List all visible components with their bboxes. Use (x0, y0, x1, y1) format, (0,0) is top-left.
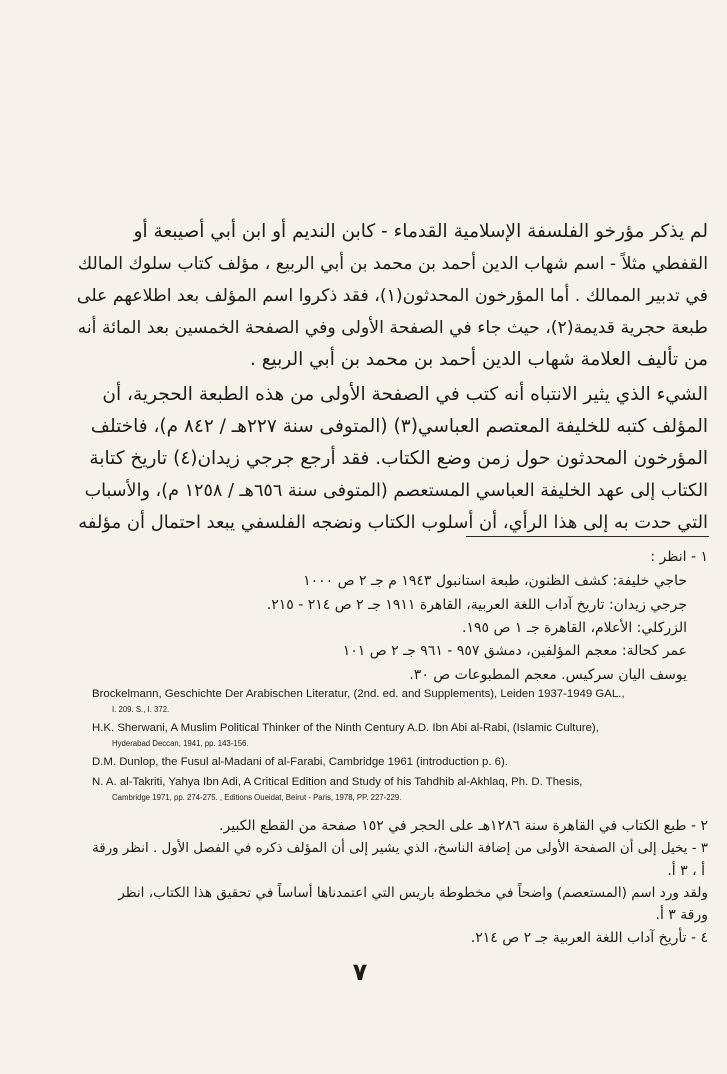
text-line: القفطي مثلاً - اسم شهاب الدين أحمد بن محمد بن أبي الربيع ، مؤلف كتاب سلوك المالك (77, 254, 708, 274)
footnote-3-cont: أ ، ٣ أ. (667, 863, 705, 879)
reference-line: D.M. Dunlop, the Fusul al-Madani of al-Farabi, Cambridge 1961 (introduction p. 6). (92, 756, 508, 768)
reference-entry (92, 721, 712, 751)
footnote-1-ref: حاجي خليفة: كشف الظنون، طبعة استانبول ١٩٤٣ م جـ ٢ ص ١٠٠٠ (303, 573, 687, 589)
text-line: في تدبير الممالك . أما المؤرخون المحدثون(١)، فقد ذكروا اسم المؤلف بعد اطلاعهم على (76, 286, 708, 306)
page-number: ٧ (352, 958, 368, 986)
footnote-4: ٤ - تأريخ آداب اللغة العربية جـ ٢ ص ٢١٤. (470, 930, 708, 946)
footnote-2: ٢ - طبع الكتاب في القاهرة سنة ١٢٨٦هـ على الحجر في ١٥٢ صفحة من القطع الكبير. (219, 818, 708, 834)
reference-entry (92, 775, 712, 805)
reference-continuation: Hyderabad Deccan, 1941, pp. 143-156. (112, 739, 249, 748)
text-line: التي حدت به إلى هذا الرأي، أن أسلوب الكتاب ونضجه الفلسفي يبعد احتمال أن مؤلفه (78, 512, 708, 533)
footnote-1-ref: يوسف اليان سركيس. معجم المطبوعات ص ٣٠. (409, 667, 687, 683)
reference-entry (92, 755, 712, 770)
text-line: المؤرخون المحدثون حول زمن وضع الكتاب. فقد أرجع جرجي زيدان(٤) تاريخ كتابة (89, 448, 708, 469)
reference-entry (92, 687, 712, 717)
footnote-3: ٣ - يخيل إلى أن الصفحة الأولى من إضافة الناسخ، الذي يشير إلى أن المؤلف ذكره في الفصل الأول . انظر ورقة (92, 841, 708, 856)
reference-line: Brockelmann, Geschichte Der Arabischen Literatur, (2nd. ed. and Supplements), Leiden 1937-1949 GAL., (92, 688, 625, 700)
footnote-1-marker: ١ - انظر : (650, 549, 708, 565)
text-line: من تأليف العلامة شهاب الدين أحمد بن محمد بن أبي الربيع . (249, 349, 708, 370)
reference-line: H.K. Sherwani, A Muslim Political Thinker of the Ninth Century A.D. Ibn Abi al-Rabi, (Islamic Culture), (92, 722, 599, 734)
footnote-1-ref: عمر كحالة: معجم المؤلفين، دمشق ٩٥٧ - ٩٦١ جـ ٢ ص ١٠١ (342, 643, 687, 659)
footnote-1-ref: جرجي زيدان: تاريخ آداب اللغة العربية، القاهرة ١٩١١ جـ ٢ ص ٢١٤ - ٢١٥. (266, 597, 687, 613)
body-paragraph-1 (78, 216, 708, 376)
text-line: الشيء الذي يثير الانتباه أنه كتب في الصفحة الأولى من هذه الطبعة الحجرية، أن (102, 384, 708, 405)
body-paragraph-2 (78, 379, 708, 539)
footnote-3-note-cont: ورقة ٣ أ. (655, 907, 708, 923)
footnote-separator (466, 536, 709, 537)
reference-continuation: Cambridge 1971, pp. 274-275. , Editions Oueidat, Beirut - Paris, 1978, PP. 227-229. (112, 793, 402, 802)
footnote-3-note: ولقد ورد اسم (المستعصم) واضحاً في مخطوطة باريس التي اعتمدناها أساساً في تحقيق هذا الكتاب، انظر (118, 885, 708, 901)
footnote-1-ref: الزركلي: الأعلام، القاهرة جـ ١ ص ١٩٥. (462, 620, 687, 636)
text-line: الكتاب إلى عهد الخليفة العباسي المستعصم (المتوفى سنة ٦٥٦هـ / ١٢٥٨ م)، والأسباب (84, 481, 708, 501)
reference-line: N. A. al-Takriti, Yahya Ibn Adi, A Critical Edition and Study of his Tahdhib al-Akhlaq, Ph. D. Thesis, (92, 776, 583, 788)
text-line: المؤلف كتبه للخليفة المعتصم العباسي(٣) (المتوفى سنة ٢٢٧هـ / ٨٤٢ م)، فاختلف (90, 416, 708, 437)
text-line: لم يذكر مؤرخو الفلسفة الإسلامية القدماء - كابن النديم أو ابن أبي أصيبعة أو (133, 221, 708, 242)
text-line: طبعة حجرية قديمة(٢)، حيث جاء في الصفحة الأولى وفي الصفحة الخمسين بعد المائة أنه (77, 318, 708, 338)
reference-continuation: I. 209. S., I. 372. (112, 705, 170, 714)
